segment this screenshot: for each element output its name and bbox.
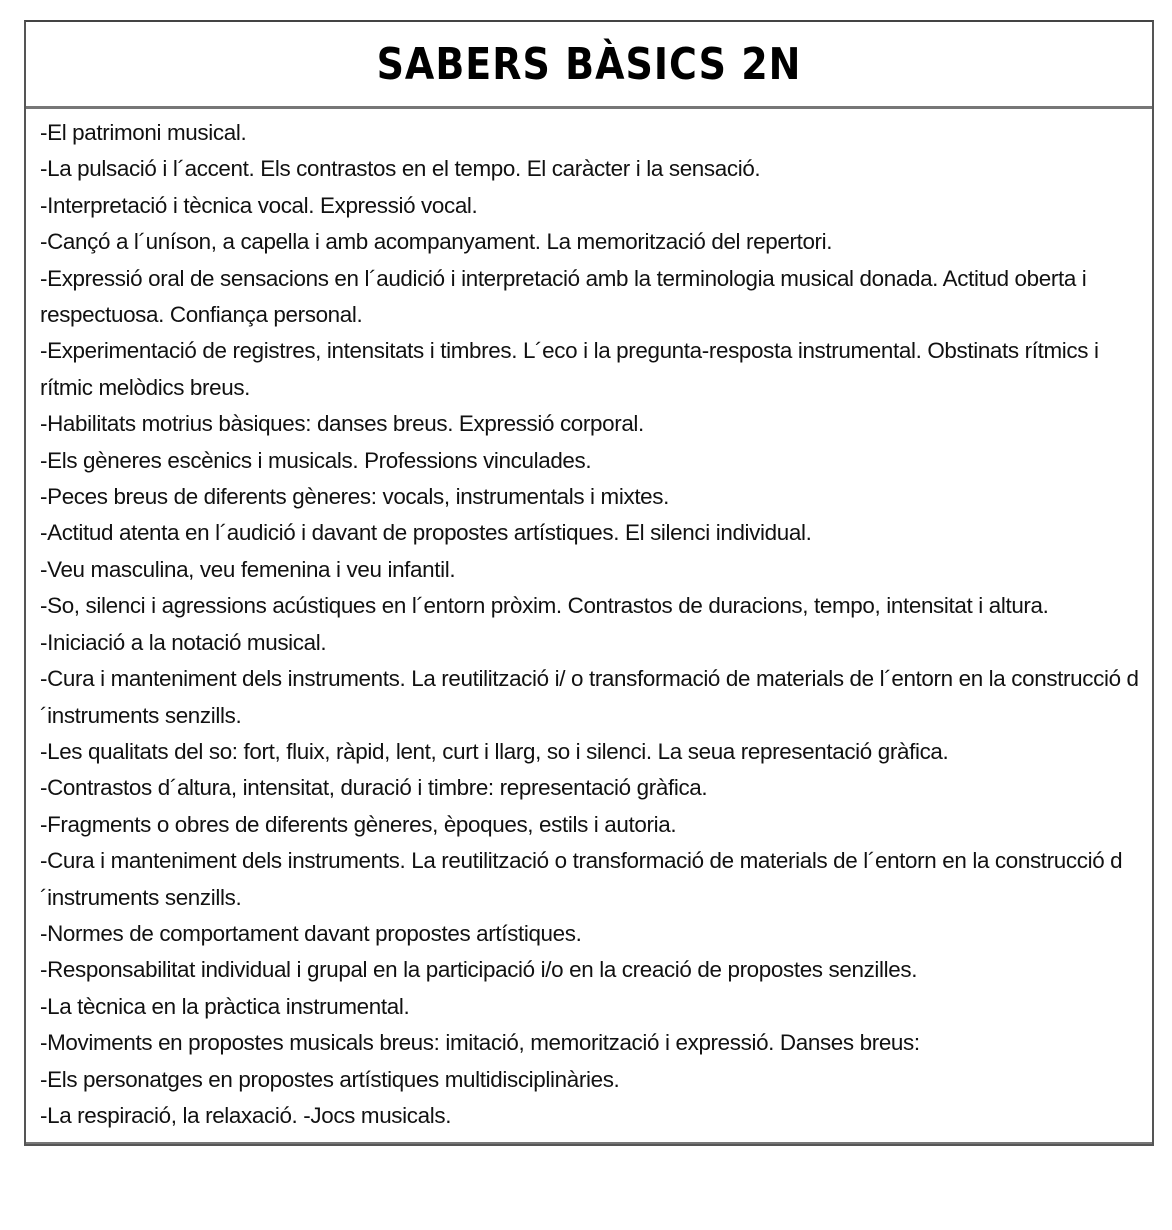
page-title: SABERS BÀSICS 2N <box>376 38 802 90</box>
list-item: -Habilitats motrius bàsiques: danses breus. Expressió corporal. <box>40 411 644 437</box>
list-item: -Expressió oral de sensacions en l´audició i interpretació amb la terminologia musical donada. Actitud oberta i respectuosa. Confiança personal. <box>40 265 1087 328</box>
table-header <box>26 22 1152 109</box>
list-item: -Els gèneres escènics i musicals. Professions vinculades. <box>40 447 592 473</box>
list-item: -Peces breus de diferents gèneres: vocals, instrumentals i mixtes. <box>40 484 670 510</box>
list-item: -Interpretació i tècnica vocal. Expressió vocal. <box>40 192 478 218</box>
list-item: -Fragments o obres de diferents gèneres, èpoques, estils i autoria. <box>40 811 677 837</box>
list-item: -Cura i manteniment dels instruments. La reutilització o transformació de materials de l´entorn en la construcció d´instruments senzills. <box>40 848 1123 910</box>
list-item: -Normes de comportament davant propostes artístiques. <box>40 920 582 946</box>
list-item: -Actitud atenta en l´audició i davant de propostes artístiques. El silenci individual. <box>40 520 812 546</box>
list-item: -Cançó a l´uníson, a capella i amb acompanyament. La memorització del repertori. <box>40 229 833 255</box>
items-list <box>26 109 1152 1144</box>
list-item: -La tècnica en la pràctica instrumental. <box>40 993 410 1019</box>
list-item: -Cura i manteniment dels instruments. La reutilització i/ o transformació de materials de l´entorn en la construcció d´instruments senzills. <box>40 666 1139 728</box>
list-item: -So, silenci i agressions acústiques en l´entorn pròxim. Contrastos de duracions, tempo, intensitat i altura. <box>40 593 1049 619</box>
list-item: -Contrastos d´altura, intensitat, duració i timbre: representació gràfica. <box>40 775 708 801</box>
list-item: -Moviments en propostes musicals breus: imitació, memorització i expressió. Danses breus: <box>40 1030 920 1056</box>
list-item: -Les qualitats del so: fort, fluix, ràpid, lent, curt i llarg, so i silenci. La seua representació gràfica. <box>40 738 949 764</box>
list-item: -La respiració, la relaxació. -Jocs musicals. <box>40 1102 452 1128</box>
list-item: -Experimentació de registres, intensitats i timbres. L´eco i la pregunta-resposta instrumental. Obstinats rítmics i rítmic melòdics breus. <box>40 338 1099 400</box>
list-item: -La pulsació i l´accent. Els contrastos en el tempo. El caràcter i la sensació. <box>40 156 761 182</box>
list-item: -Iniciació a la notació musical. <box>40 629 327 655</box>
list-item: -El patrimoni musical. <box>40 120 247 145</box>
content-table <box>24 20 1154 1146</box>
list-item: -Veu masculina, veu femenina i veu infantil. <box>40 556 456 582</box>
list-item: -Els personatges en propostes artístiques multidisciplinàries. <box>40 1066 620 1092</box>
list-item: -Responsabilitat individual i grupal en la participació i/o en la creació de propostes senzilles. <box>40 957 918 983</box>
